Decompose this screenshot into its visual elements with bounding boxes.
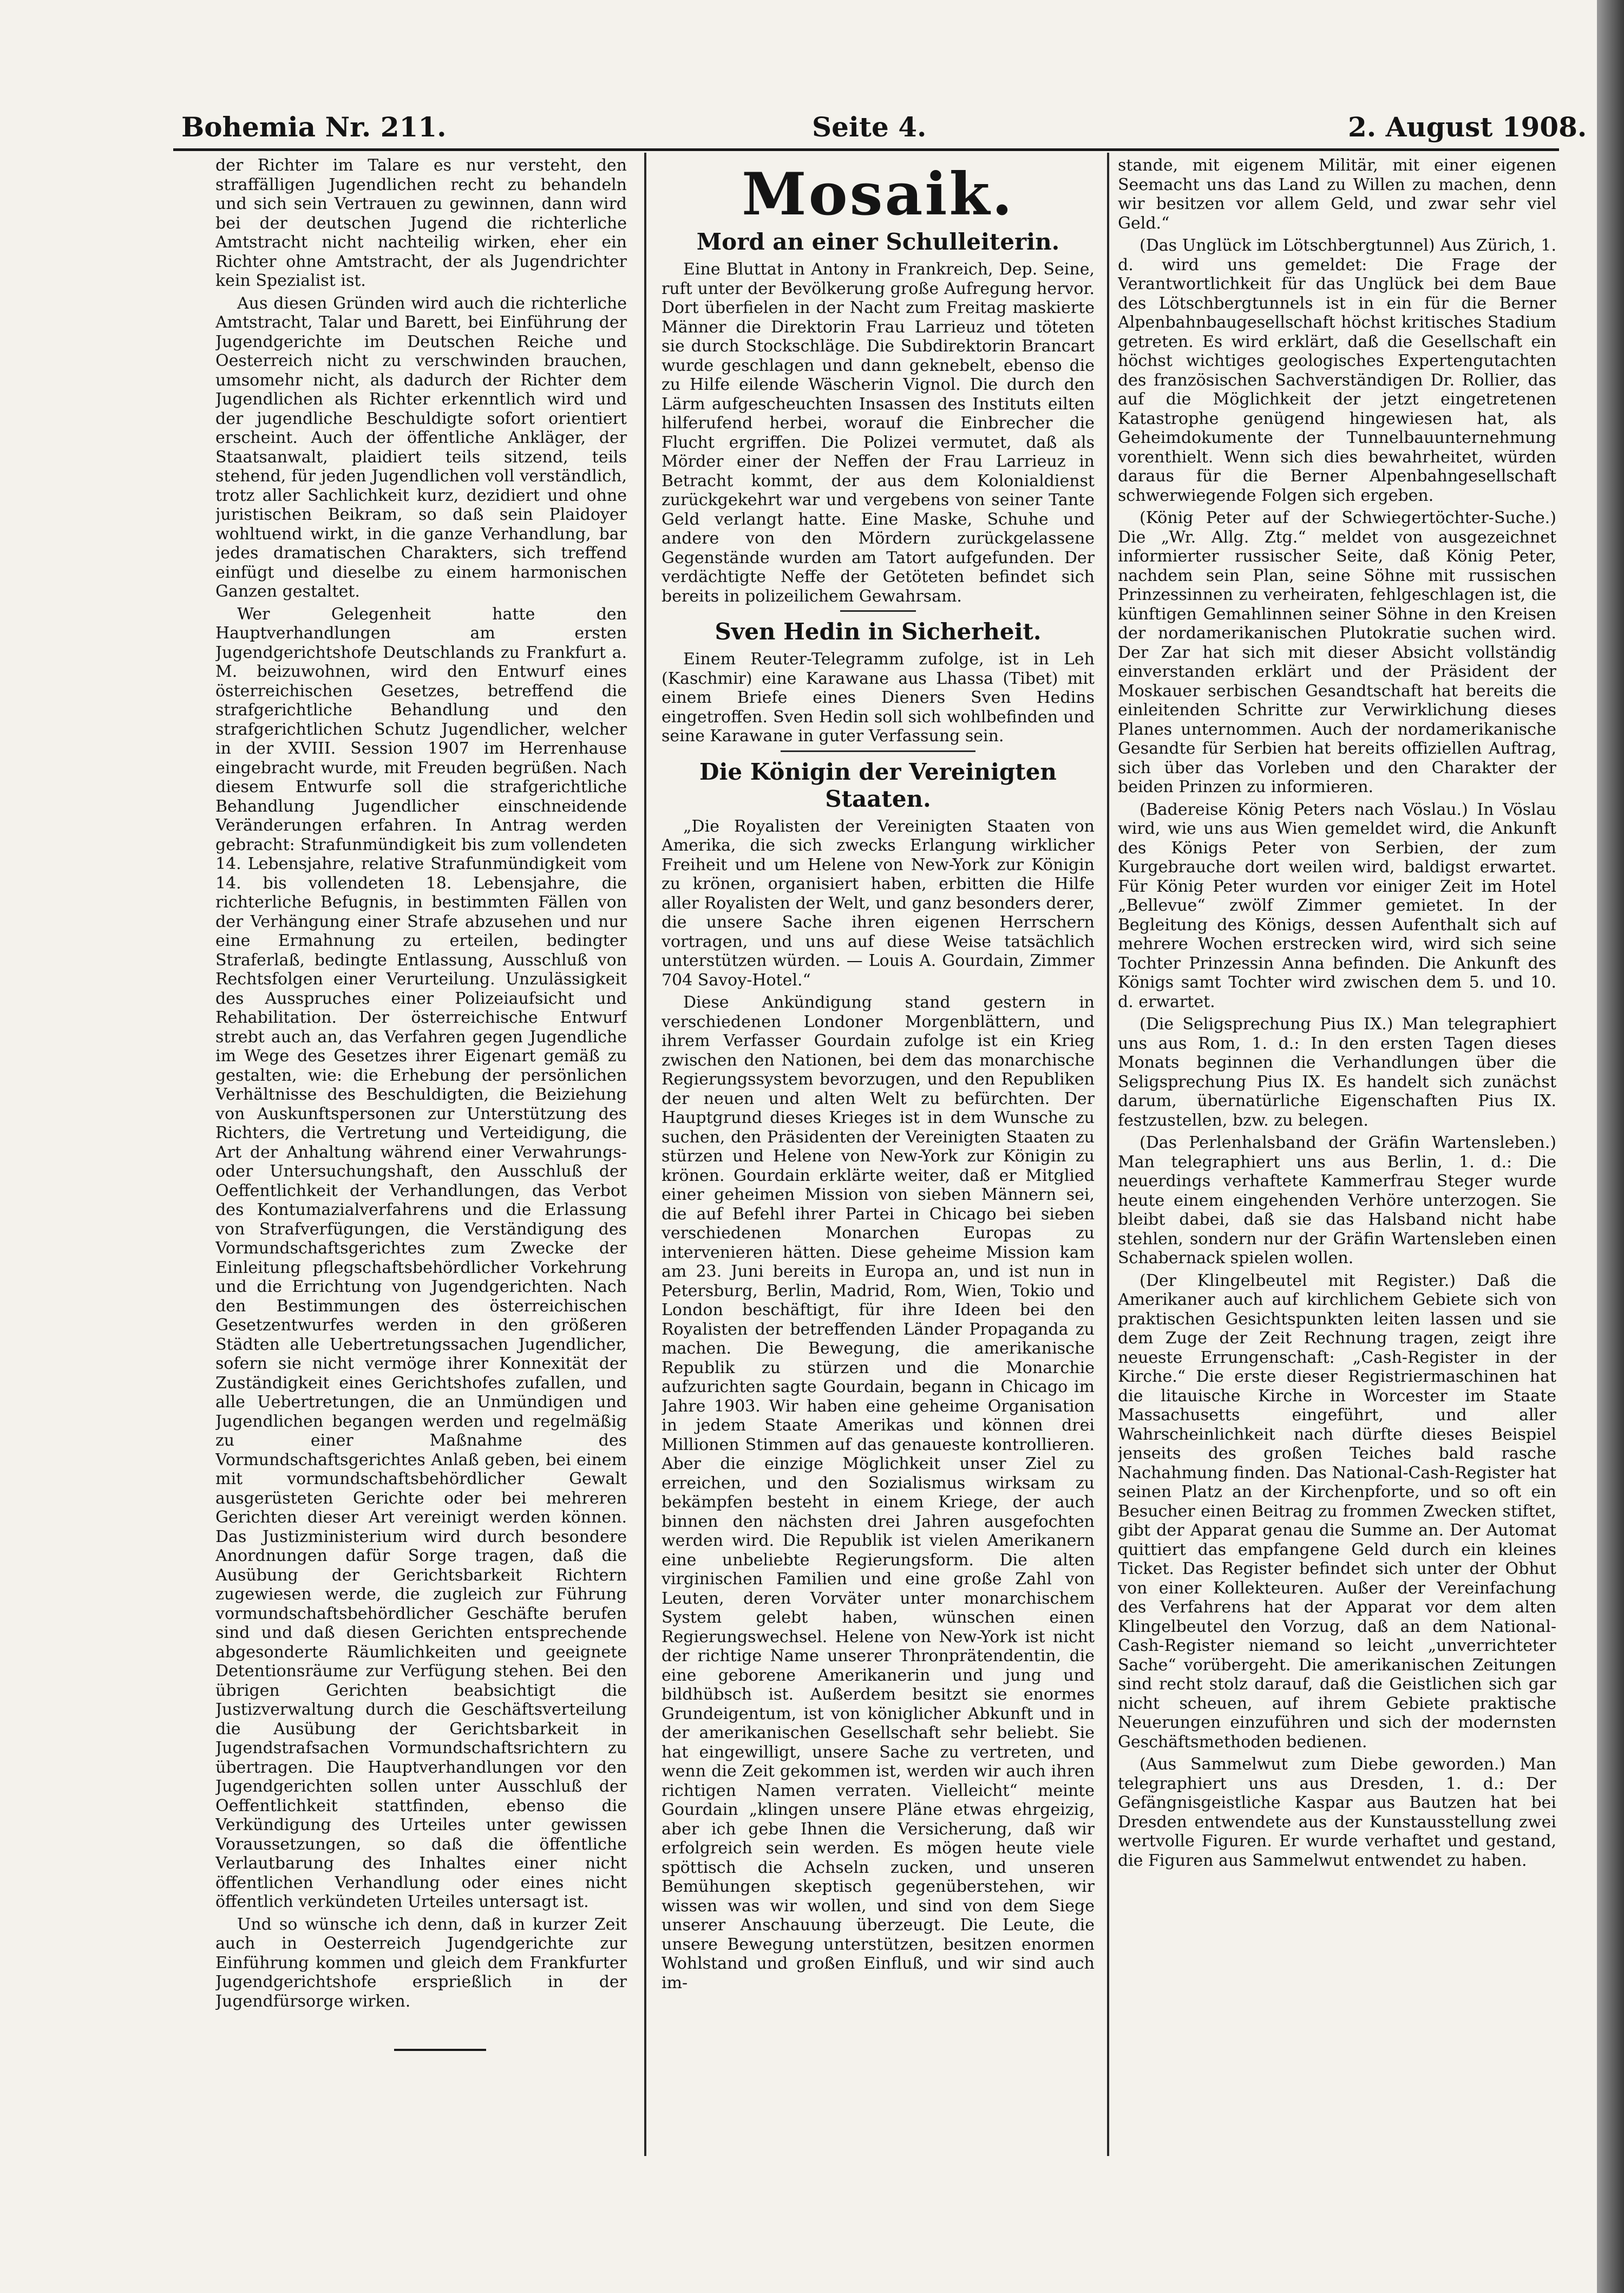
news-item: (Aus Sammelwut zum Diebe geworden.) Man telegraphiert uns aus Dresden, 1. d.: Der Gefängnisgeistliche Kaspar aus Bautzen hat bei Dresden entwendete aus der Kunstausstellung zwei wertvolle Figuren. Er wurde verhaftet und gestand, die Figuren aus Sammelwut entwendet zu haben. [1118,1755,1556,1870]
paragraph: „Die Royalisten der Vereinigten Staaten von Amerika, die sich zwecks Erlangung wirklicher Freiheit und um Helene von New-York zur Königin zu krönen, organisiert haben, erbitten die Hilfe aller Royalisten der Welt, und ganz besonders derer, die unsere Sache ihren eigenen Herrschern vortragen, und uns auf diese Weise tatsächlich unterstützen würden. — Louis A. Gourdain, Zimmer 704 Savoy-Hotel.“ [662,816,1095,990]
column-3 [1118,156,1556,2154]
news-item: (Das Perlenhalsband der Gräfin Wartensleben.) Man telegraphiert uns aus Berlin, 1. d.: Die neuerdings verhaftete Kammerfrau Steger wurde heute einem eingehenden Verhöre unterzogen. Sie bleibt dabei, daß sie das Halsband nicht habe stehlen, sondern nur der Gräfin Wartensleben einen Schabernack spielen wollen. [1118,1133,1556,1268]
paragraph: Wer Gelegenheit hatte den Hauptverhandlungen am ersten Jugendgerichtshofe Deutschlands zu Frankfurt a. M. beizuwohnen, wird den Entwurf eines österreichischen Gesetzes, betreffend die strafgerichtliche Behandlung und den strafgerichtlichen Schutz Jugendlicher, welcher in der XVIII. Session 1907 im Herrenhause eingebracht wurde, mit Freuden begrüßen. Nach diesem Entwurfe soll die strafgerichtliche Behandlung Jugendlicher einschneidende Veränderungen erfahren. In Antrag werden gebracht: Strafunmündigkeit bis zum vollendeten 14. Lebensjahre, relative Strafunmündigkeit vom 14. bis vollendeten 18. Lebensjahre, die richterliche Befugnis, in bestimmten Fällen von der Verhängung einer Strafe abzusehen und nur eine Ermahnung zu erteilen, bedingter Straferlaß, bedingte Entlassung, Ausschluß von Rechtsfolgen einer Verurteilung. Unzulässigkeit des Ausspruches einer Polizeiaufsicht und Rehabilitation. Der österreichische Entwurf strebt auch an, das Verfahren gegen Jugendliche im Wege des Gesetzes ihrer Eigenart gemäß zu gestalten, wie: die Erhebung der persönlichen Verhältnisse des Beschuldigten, die Beiziehung von Auskunftspersonen zur Unterstützung des Richters, die Vertretung und Verteidigung, die Art der Anhaltung während einer Verwahrungs- oder Untersuchungshaft, den Ausschluß der Oeffentlichkeit der Verhandlungen, das Verbot des Kontumazialverfahrens und die Erlassung von Strafverfügungen, die Verständigung des Vormundschaftsgerichtes zum Zwecke der Einleitung pflegschaftsbehördlicher Vorkehrung und die Errichtung von Jugendgerichten. Nach den Bestimmungen des österreichischen Gesetzentwurfes werden in den größeren Städten alle Uebertretungssachen Jugendlicher, sofern sie nicht vermöge ihrer Konnexität der Zuständigkeit eines Gerichtshofes zufallen, und alle Uebertretungen, die an Unmündigen und Jugendlichen begangen werden und regelmäßig zu einer Maßnahme des Vormundschaftsgerichtes Anlaß geben, bei einem mit vormundschaftsbehördlicher Gewalt ausgerüsteten Gerichte oder bei mehreren Gerichten dieser Art vereinigt werden können. Das Justizministerium wird durch besondere Anordnungen dafür Sorge tragen, daß die Ausübung der Gerichtsbarkeit Richtern zugewiesen werde, die zugleich zur Führung vormundschaftsbehördlicher Geschäfte berufen sind und daß diesen Gerichten entsprechende abgesonderte Räumlichkeiten und geeignete Detentionsräume zur Verfügung stehen. Bei den übrigen Gerichten beabsichtigt die Justizverwaltung durch die Geschäftsverteilung die Ausübung der Gerichtsbarkeit in Jugendstrafsachen Vormundschaftsrichtern zu übertragen. Die Hauptverhandlungen vor den Jugendgerichten sollen unter Ausschluß der Oeffentlichkeit stattfinden, ebenso die Verkündigung des Urteiles unter gewissen Voraussetzungen, so daß die öffentliche Verlautbarung des Inhaltes einer nicht öffentlichen Verhandlung oder eines nicht öffentlich verkündeten Urteiles untersagt ist. [215,604,627,1911]
separator-rule [781,750,975,752]
column-divider [1107,153,1109,2156]
paragraph: Einem Reuter-Telegramm zufolge, ist in Leh (Kaschmir) eine Karawane aus Lhassa (Tibet) mit einem Briefe eines Dieners Sven Hedins eingetroffen. Sven Hedin soll sich wohlbefinden und seine Karawane in guter Verfassung sein. [662,650,1095,746]
masthead-paper-number: Bohemia Nr. 211. [181,111,447,143]
masthead-date: 2. August 1908. [1348,111,1587,143]
section-title: Mosaik. [742,160,1014,228]
end-of-article-rule [394,2049,486,2051]
column-divider [644,153,646,2156]
paragraph: der Richter im Talare es nur versteht, den straffälligen Jugendlichen recht zu behandeln und sich sein Vertrauen zu gewinnen, dann wird bei der deutschen Jugend die richterliche Amtstracht nicht nachteilig wirken, eher ein Richter ohne Amtstracht, der als Jugendrichter kein Spezialist ist. [215,156,627,290]
paragraph: Und so wünsche ich denn, daß in kurzer Zeit auch in Oesterreich Jugendgerichte zur Einführung kommen und gleich dem Frankfurter Jugendgerichtshofe ersprießlich in der Jugendfürsorge wirken. [215,1915,627,2011]
news-item: (Badereise König Peters nach Vöslau.) In Vöslau wird, wie uns aus Wien gemeldet wird, die Ankunft des Königs Peter von Serbien, der zum Kurgebrauche dort weilen wird, baldigst erwartet. Für König Peter wurden vor einiger Zeit im Hotel „Bellevue“ zwölf Zimmer gemietet. In der Begleitung des Königs, dessen Aufenthalt sich auf mehrere Wochen erstrecken wird, wird sich seine Tochter Prinzessin Anna befinden. Die Ankunft des Königs samt Tochter wird zwischen dem 5. und 10. d. erwartet. [1118,800,1556,1011]
separator-rule [840,610,916,612]
article-headline: Die Königin der Vereinigten Staaten. [699,758,1057,812]
news-item: (Das Unglück im Lötschbergtunnel) Aus Zürich, 1. d. wird uns gemeldet: Die Frage der Verantwortlichkeit für das Unglück bei dem Baue des Lötschbergtunnels ist in ein für die Berner Alpenbahnbaugesellschaft höchst kritisches Stadium getreten. Es wird erklärt, daß die Gesellschaft ein höchst wichtiges geologisches Expertengutachten des französischen Sachverständigen Dr. Rollier, das auf die Möglichkeit der jetzt eingetretenen Katastrophe genügend hingewiesen hat, als Geheimdokumente der Tunnelbauunternehmung vorenthielt. Wenn sich dies bewahrheitet, würden daraus für die Berner Alpenbahngesellschaft schwerwiegende Folgen sich ergeben. [1118,236,1556,505]
masthead-page-number: Seite 4. [812,111,927,143]
column-2 [662,156,1095,2159]
column-1 [215,156,627,2154]
paragraph: Aus diesen Gründen wird auch die richterliche Amtstracht, Talar und Barett, bei Einführung der Jugendgerichte im Deutschen Reiche und Oesterreich nicht zu verschwinden brauchen, umsomehr nicht, als dadurch der Richter dem Jugendlichen als Richter erkenntlich wird und der jugendliche Beschuldigte sofort orientiert erscheint. Auch der öffentliche Ankläger, der Staatsanwalt, plaidiert teils sitzend, teils stehend, für jeden Jugendlichen voll verständlich, trotz aller Sachlichkeit kurz, dezidiert und ohne juristischen Beikram, so daß sein Plaidoyer wohltuend wirkt, in die ganze Verhandlung, bar jedes dramatischen Charakters, sich treffend einfügt und dieselbe zu einem harmonischen Ganzen gestaltet. [215,293,627,601]
masthead-rule [173,148,1559,151]
news-item: (Der Klingelbeutel mit Register.) Daß die Amerikaner auch auf kirchlichem Gebiete sich von praktischen Gesichtspunkten leiten lassen und sie dem Zuge der Zeit Rechnung tragen, zeigt ihre neueste Errungenschaft: „Cash-Register in der Kirche.“ Die erste dieser Registriermaschinen hat die litauische Kirche in Worcester im Staate Massachusetts eingeführt, und aller Wahrscheinlichkeit nach dürfte dieses Beispiel jenseits des großen Teiches bald rasche Nachahmung finden. Das National-Cash-Register hat seinen Platz an der Kirchenpforte, und so oft ein Besucher einen Beitrag zu frommen Zwecken stiftet, gibt der Apparat genau die Summe an. Der Automat quittiert das empfangene Geld durch ein kleines Ticket. Das Register befindet sich unter der Obhut von einer Kollekteuren. Außer der Vereinfachung des Verfahrens hat der Apparat vor dem alten Klingelbeutel den Vorzug, daß an dem National-Cash-Register niemand so leicht „unverrichteter Sache“ vorübergeht. Die amerikanischen Zeitungen sind recht stolz darauf, daß die Geistlichen sich gar nicht scheuen, auf ihrem Gebiete praktische Neuerungen einzuführen und sich der modernsten Geschäftsmethoden bedienen. [1118,1271,1556,1752]
paragraph: Eine Bluttat in Antony in Frankreich, Dep. Seine, ruft unter der Bevölkerung große Aufregung hervor. Dort überfielen in der Nacht zum Freitag maskierte Männer die Direktorin Frau Larrieuz und töteten sie durch Stockschläge. Die Subdirektorin Brancart wurde geschlagen und dann geknebelt, ebenso die zu Hilfe eilende Wäscherin Vignol. Die durch den Lärm aufgescheuchten Insassen des Instituts eilten hilferufend herbei, worauf die Einbrecher die Flucht ergriffen. Die Polizei vermutet, daß als Mörder einer der Neffen der Frau Larrieuz in Betracht kommt, der aus dem Kolonialdienst zurückgekehrt war und vergebens von seiner Tante Geld verlangt hatte. Eine Maske, Schuhe und andere von den Mördern zurückgelassene Gegenstände wurden am Tatort aufgefunden. Der verdächtigte Neffe der Getöteten befindet sich bereits in polizeilichem Gewahrsam. [662,260,1095,606]
news-item: (Die Seligsprechung Pius IX.) Man telegraphiert uns aus Rom, 1. d.: In den ersten Tagen dieses Monats beginnen die Verhandlungen über die Seligsprechung Pius IX. Es handelt sich zunächst darum, übernatürliche Eigenschaften Pius IX. festzustellen, bzw. zu belegen. [1118,1015,1556,1130]
paragraph: stande, mit eigenem Militär, mit einer eigenen Seemacht uns das Land zu Willen zu machen, denn wir besitzen vor allem Geld, und zwar sehr viel Geld.“ [1118,156,1556,233]
news-item: (König Peter auf der Schwiegertöchter-Suche.) Die „Wr. Allg. Ztg.“ meldet von ausgezeichnet informierter russischer Seite, daß König Peter, nachdem sein Plan, seine Söhne mit russischen Prinzessinnen zu verheiraten, fehlgeschlagen ist, die künftigen Gemahlinnen seiner Söhne in den Kreisen der nordamerikanischen Plutokratie suchen wird. Der Zar hat sich mit dieser Absicht vollständig einverstanden erklärt und der Präsident der Moskauer serbischen Gesandtschaft hat bereits die einleitenden Schritte zur Verwirklichung dieses Planes unternommen. Auch der nordamerikanische Gesandte für Serbien hat bereits offiziellen Auftrag, sich über das Vorleben und den Charakter der beiden Prinzen zu informieren. [1118,508,1556,796]
paragraph: Diese Ankündigung stand gestern in verschiedenen Londoner Morgenblättern, und ihrem Verfasser Gourdain zufolge ist ein Krieg zwischen den Nationen, bei dem das monarchische Regierungssystem bevorzugen, und den Republiken der neuen und alten Welt zu befürchten. Der Hauptgrund dieses Krieges ist in dem Wunsche zu suchen, den Präsidenten der Vereinigten Staaten zu stürzen und Helene von New-York zur Königin zu krönen. Gourdain erklärte weiter, daß er Mitglied einer geheimen Mission von sieben Männern sei, die auf Befehl ihrer Partei in Chicago bei sieben verschiedenen Monarchen Europas zu intervenieren hätten. Diese geheime Mission kam am 23. Juni bereits in Europa an, und ist nun in Petersburg, Berlin, Madrid, Rom, Wien, Tokio und London beschäftigt, für ihre Ideen bei den Royalisten der betreffenden Länder Propaganda zu machen. Die Bewegung, die amerikanische Republik zu stürzen und die Monarchie aufzurichten sagte Gourdain, begann in Chicago im Jahre 1903. Wir haben eine geheime Organisation in jedem Staate Amerikas und können drei Millionen Stimmen auf das genaueste kontrollieren. Aber die einzige Möglichkeit unser Ziel zu erreichen, und den Sozialismus wirksam zu bekämpfen besteht in einem Kriege, der auch binnen den nächsten drei Jahren ausgefochten werden wird. Die Republik ist vielen Amerikanern eine unbeliebte Regierungsform. Die alten virginischen Familien und eine große Zahl von Leuten, deren Vorväter unter monarchischem System gelebt haben, wünschen einen Regierungswechsel. Helene von New-York ist nicht der richtige Name unserer Thronprätendentin, die eine geborene Amerikanerin und jung und bildhübsch ist. Außerdem besitzt sie enormes Grundeigentum, ist von königlicher Abkunft und in der amerikanischen Gesellschaft sehr beliebt. Sie hat eingewilligt, unsere Sache zu vertreten, und wenn die Zeit gekommen ist, werden wir auch ihren richtigen Namen verraten. Vielleicht“ meinte Gourdain „klingen unsere Pläne etwas ehrgeizig, aber ich gebe Ihnen die Versicherung, daß wir erfolgreich sein werden. Es mögen heute viele spöttisch die Achseln zucken, und unseren Bemühungen skeptisch gegenüberstehen, wir wissen was wir wollen, und sind von dem Siege unserer Anschauung überzeugt. Die Leute, die unsere Bewegung unterstützen, besitzen enormen Wohlstand und großen Einfluß, und wir sind auch im- [662,993,1095,1993]
article-headline: Sven Hedin in Sicherheit. [715,618,1042,645]
article-headline: Mord an einer Schulleiterin. [696,228,1060,255]
scan-edge [1597,0,1624,2293]
